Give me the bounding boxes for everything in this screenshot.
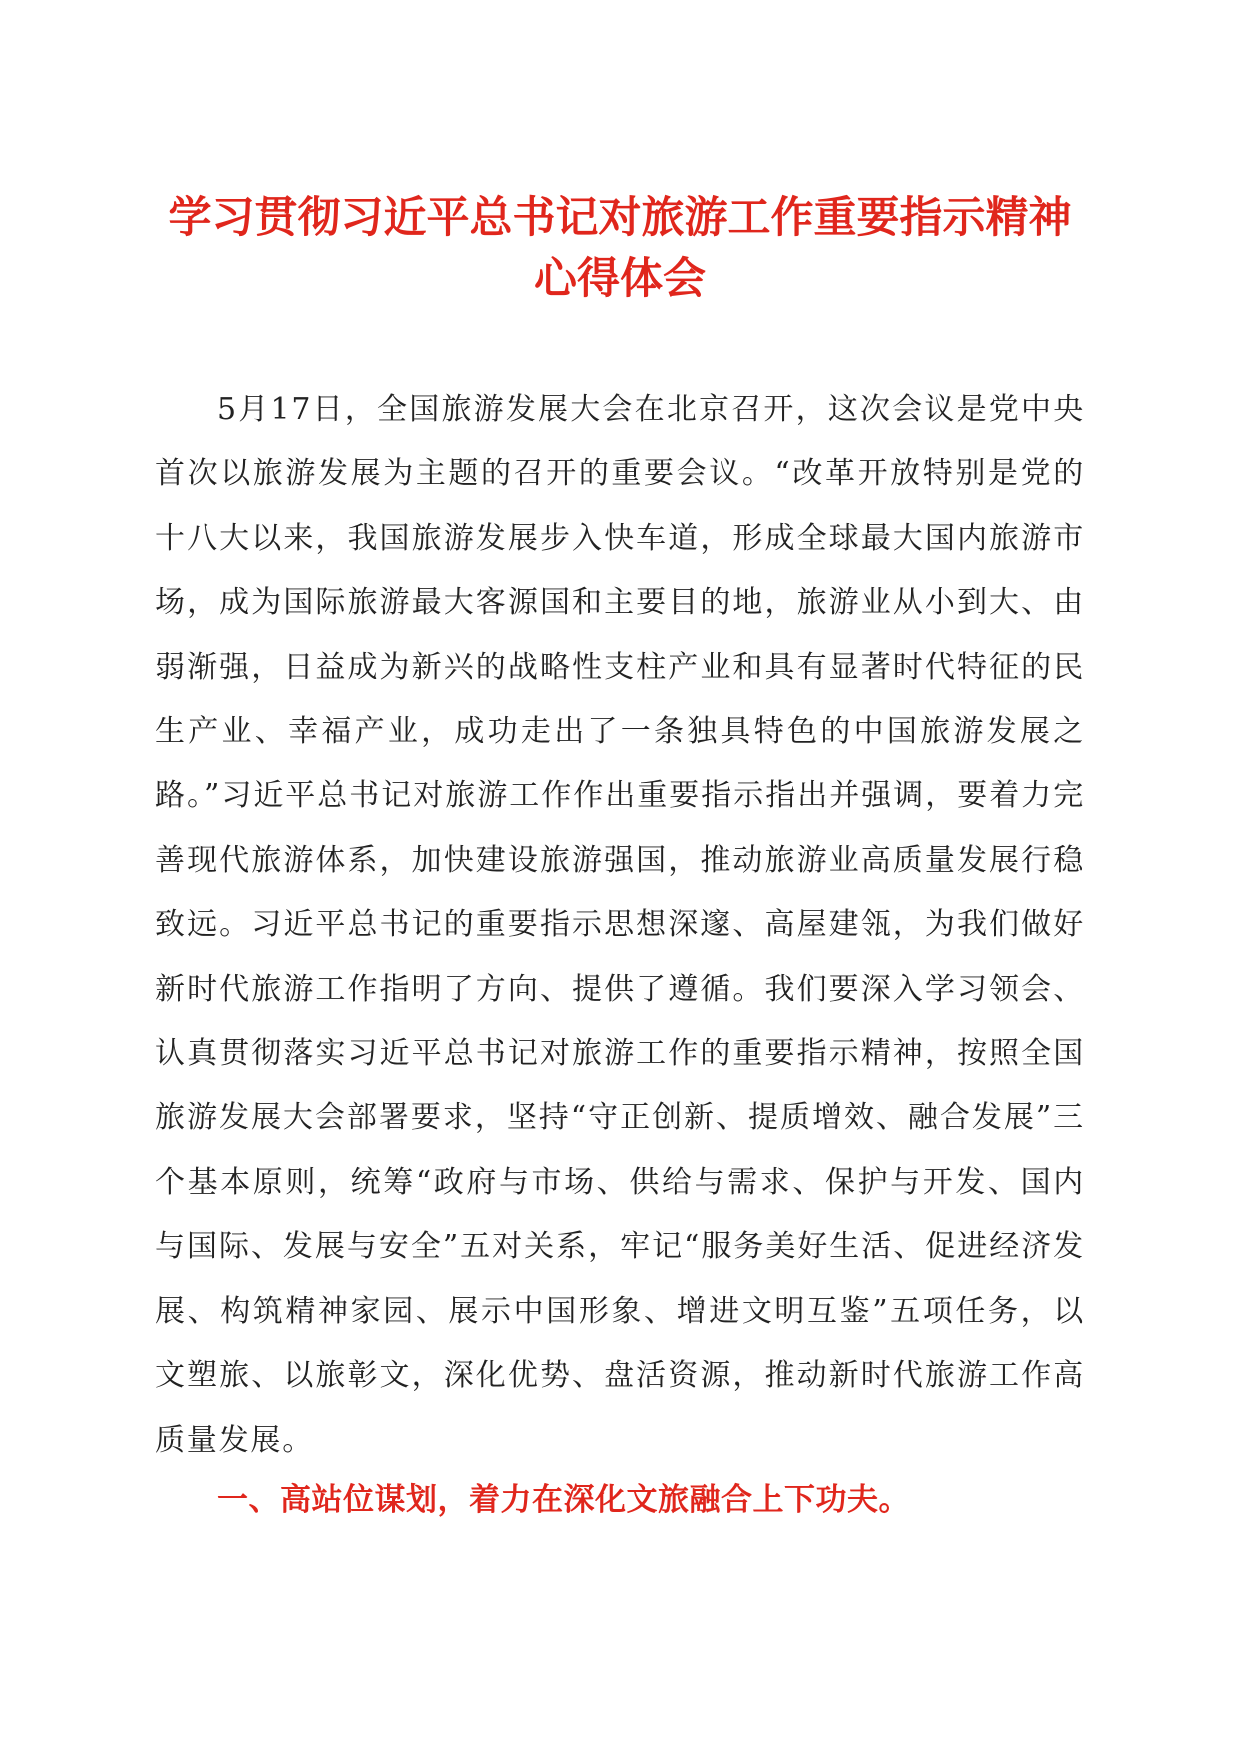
document-title: 学习贯彻习近平总书记对旅游工作重要指示精神心得体会 — [168, 193, 1072, 304]
section-heading: 一、高站位谋划，着力在深化文旅融合上下功夫。 — [217, 1482, 910, 1518]
body-paragraph: 5月17日，全国旅游发展大会在北京召开，这次会议是党中央首次以旅游发展为主题的召开的重要会议。“改革开放特别是党的十八大以来，我国旅游发展步入快车道，形成全球最大国内旅游市场，成为国际旅游最大客源国和主要目的地，旅游业从小到大、由弱渐强，日益成为新兴的战略性支柱产业和具有显著时代特征的民生产业、幸福产业，成功走出了一条独具特色的中国旅游发展之路。”习近平总书记对旅游工作作出重要指示指出并强调，要着力完善现代旅游体系，加快建设旅游强国，推动旅游业高质量发展行稳致远。习近平总书记的重要指示思想深邃、高屋建瓴，为我们做好新时代旅游工作指明了方向、提供了遵循。我们要深入学习领会、认真贯彻落实习近平总书记对旅游工作的重要指示精神，按照全国旅游发展大会部署要求，坚持“守正创新、提质增效、融合发展”三个基本原则，统筹“政府与市场、供给与需求、保护与开发、国内与国际、发展与安全”五对关系，牢记“服务美好生活、促进经济发展、构筑精神家园、展示中国形象、增进文明互鉴”五项任务，以文塑旅、以旅彰文，深化优势、盘活资源，推动新时代旅游工作高质量发展。 — [155, 392, 1085, 1458]
